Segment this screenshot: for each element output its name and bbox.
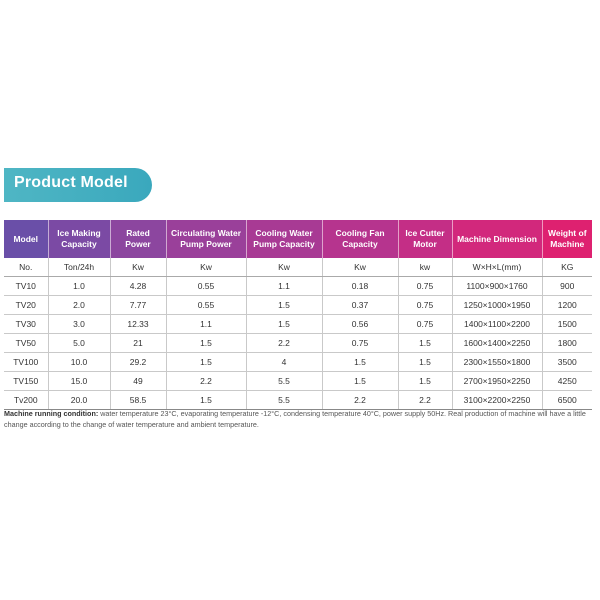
- table-cell: 1.5: [322, 353, 398, 372]
- unit-cell: Kw: [166, 258, 246, 277]
- unit-cell: Kw: [246, 258, 322, 277]
- spec-table: [4, 220, 592, 410]
- table-cell: 1600×1400×2250: [452, 334, 542, 353]
- table-cell: 1.5: [246, 315, 322, 334]
- table-row: [4, 353, 592, 372]
- table-cell: 1.5: [166, 391, 246, 410]
- table-cell: 1100×900×1760: [452, 277, 542, 296]
- table-cell: 2.2: [166, 372, 246, 391]
- table-cell: 1.1: [166, 315, 246, 334]
- column-header: Ice Cutter Motor: [398, 220, 452, 258]
- table-cell: 20.0: [48, 391, 110, 410]
- column-header: Model: [4, 220, 48, 258]
- table-cell: 58.5: [110, 391, 166, 410]
- model-cell: TV150: [4, 372, 48, 391]
- model-cell: TV10: [4, 277, 48, 296]
- model-cell: TV30: [4, 315, 48, 334]
- table-cell: 2.2: [398, 391, 452, 410]
- section-title: Product Model: [14, 174, 128, 191]
- table-cell: 0.56: [322, 315, 398, 334]
- table-cell: 2300×1550×1800: [452, 353, 542, 372]
- table-cell: 5.5: [246, 372, 322, 391]
- table-cell: 1800: [542, 334, 592, 353]
- table-cell: 2.2: [246, 334, 322, 353]
- note-label: Machine running condition:: [4, 409, 99, 418]
- unit-cell: Kw: [322, 258, 398, 277]
- table-cell: 5.0: [48, 334, 110, 353]
- table-cell: 10.0: [48, 353, 110, 372]
- table-cell: 1.5: [322, 372, 398, 391]
- table-row: [4, 315, 592, 334]
- table-cell: 1.5: [398, 353, 452, 372]
- table-cell: 1.5: [398, 372, 452, 391]
- table-cell: 0.18: [322, 277, 398, 296]
- table-row: [4, 296, 592, 315]
- table-cell: 2.0: [48, 296, 110, 315]
- table-cell: 1250×1000×1950: [452, 296, 542, 315]
- column-header: Ice Making Capacity: [48, 220, 110, 258]
- column-header: Circulating Water Pump Power: [166, 220, 246, 258]
- unit-cell: KG: [542, 258, 592, 277]
- unit-cell: kw: [398, 258, 452, 277]
- table-cell: 2700×1950×2250: [452, 372, 542, 391]
- table-cell: 0.55: [166, 296, 246, 315]
- model-cell: TV20: [4, 296, 48, 315]
- unit-cell: Ton/24h: [48, 258, 110, 277]
- table-cell: 1500: [542, 315, 592, 334]
- table-cell: 0.75: [398, 296, 452, 315]
- table-cell: 49: [110, 372, 166, 391]
- table-cell: 6500: [542, 391, 592, 410]
- table-cell: 900: [542, 277, 592, 296]
- table-cell: 1400×1100×2200: [452, 315, 542, 334]
- table-cell: 4250: [542, 372, 592, 391]
- column-header: Rated Power: [110, 220, 166, 258]
- table-row: [4, 372, 592, 391]
- table-cell: 3500: [542, 353, 592, 372]
- model-cell: TV50: [4, 334, 48, 353]
- running-condition-note: [4, 408, 592, 430]
- column-header: Weight of Machine: [542, 220, 592, 258]
- unit-cell: W×H×L(mm): [452, 258, 542, 277]
- table-cell: 4.28: [110, 277, 166, 296]
- table-cell: 0.55: [166, 277, 246, 296]
- table-cell: 3.0: [48, 315, 110, 334]
- table-cell: 7.77: [110, 296, 166, 315]
- table-cell: 0.75: [322, 334, 398, 353]
- table-cell: 1200: [542, 296, 592, 315]
- table-cell: 0.75: [398, 315, 452, 334]
- table-cell: 0.37: [322, 296, 398, 315]
- table-cell: 21: [110, 334, 166, 353]
- table-cell: 1.5: [166, 334, 246, 353]
- header-row: [4, 220, 592, 258]
- table-cell: 1.1: [246, 277, 322, 296]
- model-cell: Tv200: [4, 391, 48, 410]
- table-cell: 2.2: [322, 391, 398, 410]
- table-cell: 1.5: [166, 353, 246, 372]
- unit-cell: Kw: [110, 258, 166, 277]
- table-cell: 0.75: [398, 277, 452, 296]
- table-row: [4, 391, 592, 410]
- note-text: water temperature 23°C, evaporating temperature -12°C, condensing temperature 40°C, power supply 50Hz. Real production of machine will have a little change according to the change of water temperature and ambient temperature.: [4, 409, 586, 429]
- table-cell: 1.5: [246, 296, 322, 315]
- model-cell: TV100: [4, 353, 48, 372]
- table-row: [4, 334, 592, 353]
- unit-cell: No.: [4, 258, 48, 277]
- table-cell: 3100×2200×2250: [452, 391, 542, 410]
- units-row: [4, 258, 592, 277]
- column-header: Machine Dimension: [452, 220, 542, 258]
- table-cell: 29.2: [110, 353, 166, 372]
- table-cell: 1.0: [48, 277, 110, 296]
- table-cell: 15.0: [48, 372, 110, 391]
- column-header: Cooling Fan Capacity: [322, 220, 398, 258]
- table-cell: 1.5: [398, 334, 452, 353]
- table-cell: 5.5: [246, 391, 322, 410]
- table-cell: 4: [246, 353, 322, 372]
- column-header: Cooling Water Pump Capacity: [246, 220, 322, 258]
- table-row: [4, 277, 592, 296]
- table-cell: 12.33: [110, 315, 166, 334]
